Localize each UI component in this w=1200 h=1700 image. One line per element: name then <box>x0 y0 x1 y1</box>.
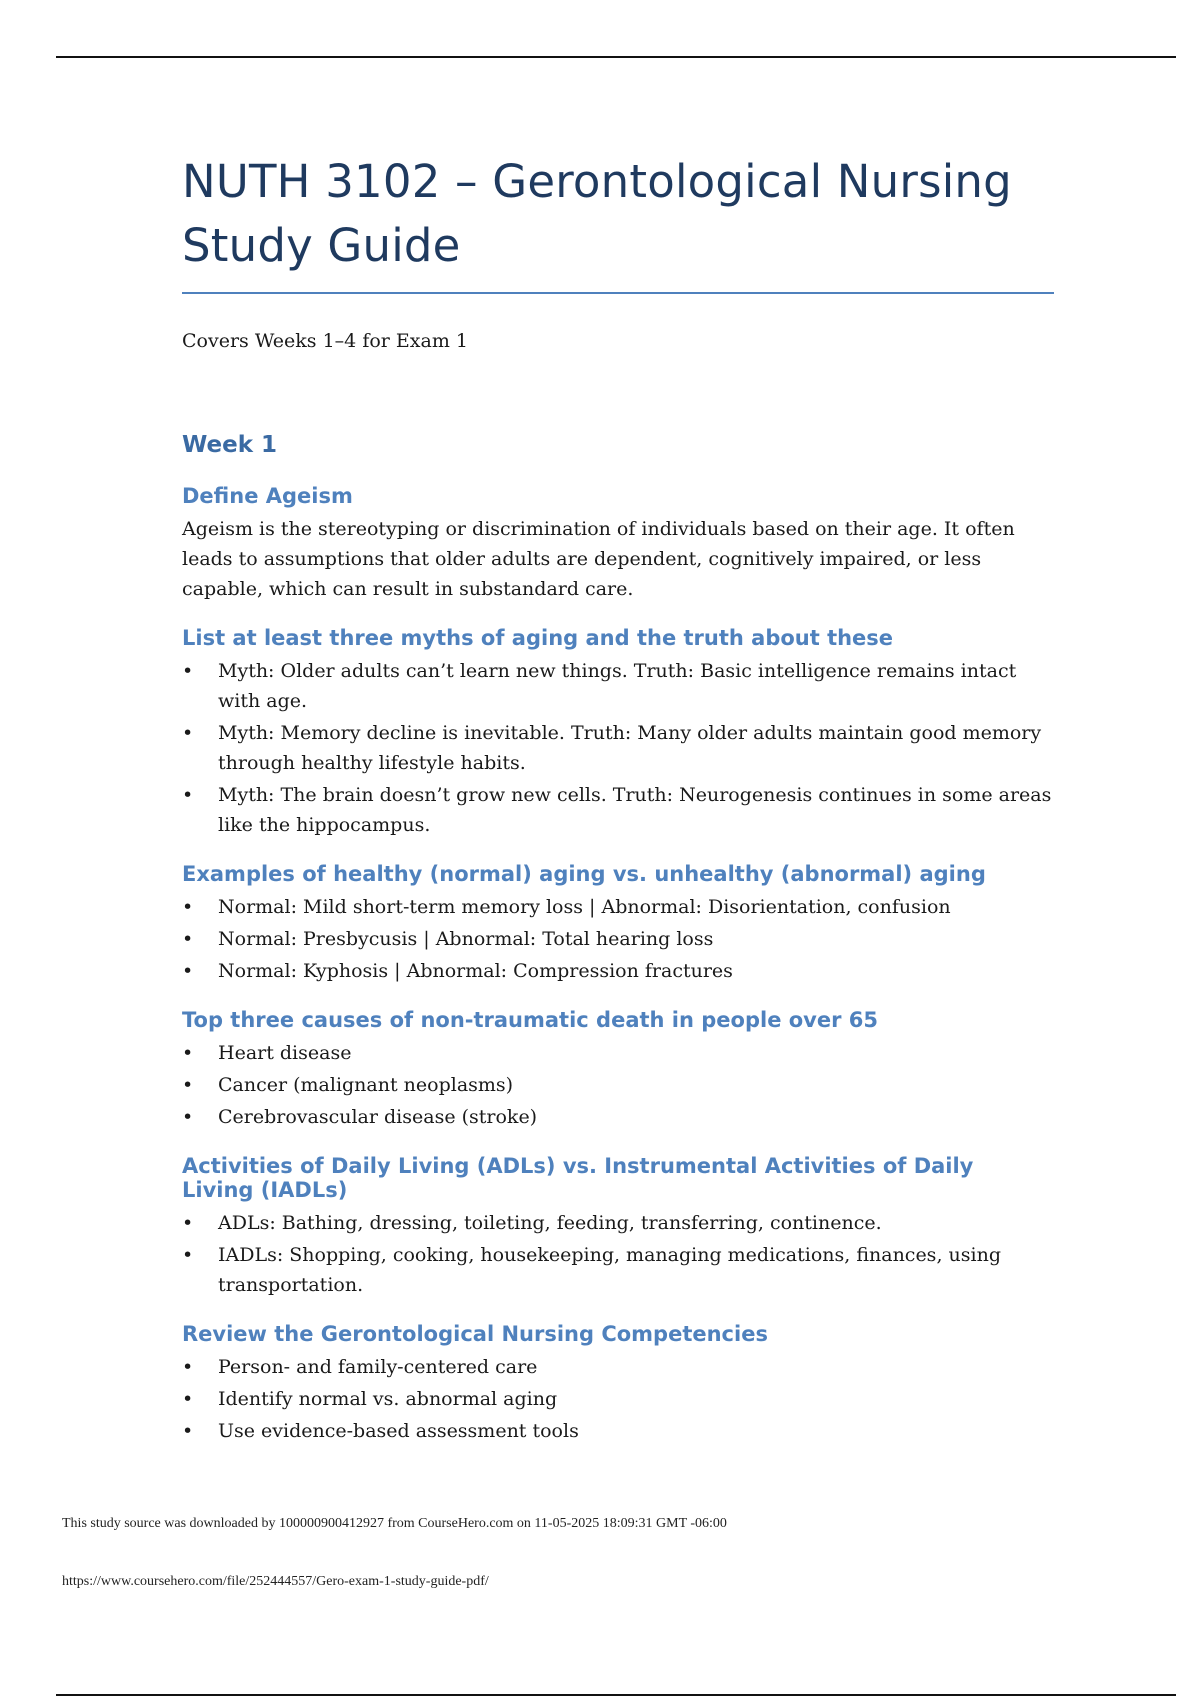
section-causes-of-death <box>182 1008 1052 1132</box>
bullet-list <box>182 892 1052 986</box>
list-item: • Cerebrovascular disease (stroke) <box>182 1102 1052 1132</box>
list-item: • ADLs: Bathing, dressing, toileting, feeding, transferring, continence. <box>182 1208 1052 1238</box>
section-healthy-vs-unhealthy-aging <box>182 862 1052 986</box>
list-item: • Person- and family-centered care <box>182 1352 1052 1382</box>
list-item: • Myth: Memory decline is inevitable. Truth: Many older adults maintain good memory through healthy lifestyle habits. <box>182 718 1052 778</box>
list-item: • Myth: Older adults can’t learn new things. Truth: Basic intelligence remains intact with age. <box>182 656 1052 716</box>
section-define-ageism <box>182 484 1052 604</box>
list-item: • Cancer (malignant neoplasms) <box>182 1070 1052 1100</box>
title-underline <box>182 292 1054 294</box>
section-paragraph: Ageism is the stereotyping or discrimination of individuals based on their age. It often leads to assumptions that older adults are dependent, cognitively impaired, or less capable, which can result in substandard care. <box>182 518 1015 600</box>
section-myths-of-aging <box>182 626 1052 840</box>
list-item: • Myth: The brain doesn’t grow new cells. Truth: Neurogenesis continues in some areas like the hippocampus. <box>182 780 1052 840</box>
bullet-list <box>182 1208 1052 1300</box>
list-item: • Identify normal vs. abnormal aging <box>182 1384 1052 1414</box>
page-bottom-rule <box>56 1694 1176 1696</box>
list-item: • Use evidence-based assessment tools <box>182 1416 1052 1446</box>
bullet-list <box>182 1038 1052 1132</box>
list-item: • Heart disease <box>182 1038 1052 1068</box>
list-item: • Normal: Mild short-term memory loss | Abnormal: Disorientation, confusion <box>182 892 1052 922</box>
bullet-list <box>182 656 1052 840</box>
section-heading: Define Ageism <box>182 484 353 508</box>
list-item: • Normal: Presbycusis | Abnormal: Total hearing loss <box>182 924 1052 954</box>
page-top-rule <box>56 56 1176 58</box>
document-subtitle: Covers Weeks 1–4 for Exam 1 <box>182 330 468 352</box>
section-heading: Review the Gerontological Nursing Competencies <box>182 1322 768 1346</box>
section-heading: List at least three myths of aging and the truth about these <box>182 626 894 650</box>
bullet-list <box>182 1352 1052 1446</box>
section-adls-vs-iadls <box>182 1154 1052 1300</box>
source-url: https://www.coursehero.com/file/252444557/Gero-exam-1-study-guide-pdf/ <box>62 1574 489 1589</box>
document-body <box>182 150 1052 1448</box>
list-item: • Normal: Kyphosis | Abnormal: Compression fractures <box>182 956 1052 986</box>
section-heading: Examples of healthy (normal) aging vs. unhealthy (abnormal) aging <box>182 862 986 886</box>
list-item: • IADLs: Shopping, cooking, housekeeping, managing medications, finances, using transportation. <box>182 1240 1052 1300</box>
download-source-note: This study source was downloaded by 100000900412927 from CourseHero.com on 11-05-2025 18:09:31 GMT -06:00 <box>62 1516 727 1531</box>
week-heading: Week 1 <box>182 432 278 458</box>
document-title: NUTH 3102 – Gerontological Nursing Study Guide <box>182 155 1012 272</box>
section-heading: Top three causes of non-traumatic death in people over 65 <box>182 1008 878 1032</box>
section-nursing-competencies <box>182 1322 1052 1446</box>
section-heading: Activities of Daily Living (ADLs) vs. Instrumental Activities of Daily Living (IADLs) <box>182 1154 974 1202</box>
